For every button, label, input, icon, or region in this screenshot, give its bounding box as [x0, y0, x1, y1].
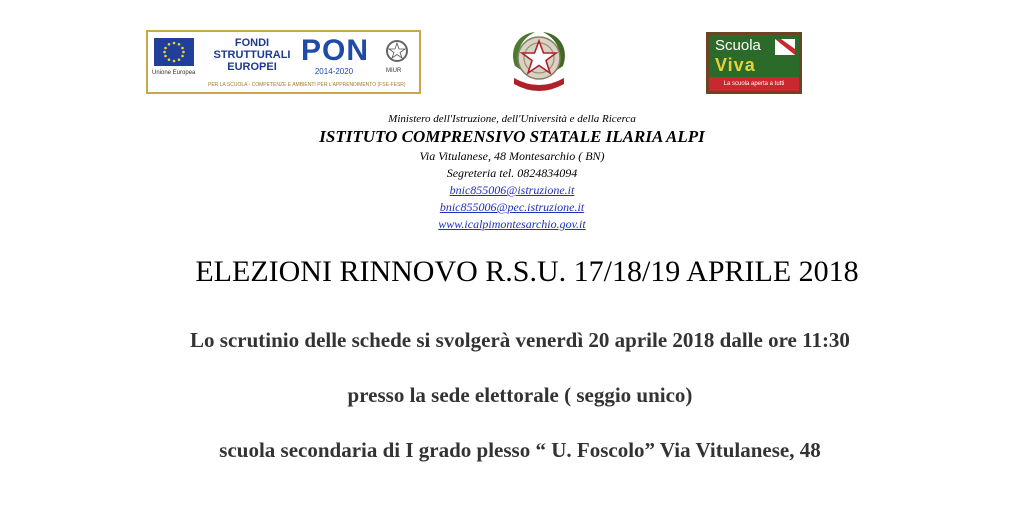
scuola-viva-logo	[706, 32, 802, 94]
scuola-viva-word: Viva	[715, 55, 756, 75]
eu-caption: Unione Europea	[152, 70, 196, 76]
fondi-line: EUROPEI	[227, 61, 277, 73]
pec-link-row	[0, 199, 1024, 216]
miur-emblem-icon	[385, 38, 409, 64]
school-letterhead	[0, 112, 1024, 233]
website-link[interactable]: www.icalpimontesarchio.gov.it	[438, 217, 586, 231]
fondi-strutturali-text	[206, 37, 298, 73]
italian-republic-emblem-icon	[505, 26, 573, 96]
scuola-viva-tagline: La scuola aperta a tutti	[709, 77, 799, 91]
school-address: Via Vitulanese, 48 Montesarchio ( BN)	[419, 149, 605, 163]
scuola-viva-title: Scuola	[715, 37, 761, 54]
institute-name: ISTITUTO COMPRENSIVO STATALE ILARIA ALPI	[319, 127, 705, 146]
fondi-line: STRUTTURALI	[213, 49, 291, 61]
website-link-row	[0, 216, 1024, 233]
pon-logo-text: PON	[301, 34, 370, 67]
pon-footer-text: PER LA SCUOLA - COMPETENZE E AMBIENTI PER L'APPRENDIMENTO (FSE-FESR)	[208, 82, 406, 88]
ministry-name: Ministero dell'Istruzione, dell'Università e della Ricerca	[388, 113, 636, 125]
school-plesso-line: scuola secondaria di I grado plesso “ U. Foscolo” Via Vitulanese, 48	[219, 438, 821, 462]
scrutinio-date-line: Lo scrutinio delle schede si svolgerà venerdì 20 aprile 2018 dalle ore 11:30	[190, 328, 850, 352]
pon-fondi-strutturali-banner	[146, 30, 421, 94]
miur-caption: MIUR	[386, 68, 402, 74]
campania-flag-icon	[775, 39, 795, 55]
email-link[interactable]: bnic855006@istruzione.it	[449, 183, 575, 197]
pec-email-link[interactable]: bnic855006@pec.istruzione.it	[439, 200, 585, 214]
email-link-row	[0, 182, 1024, 199]
seggio-location-line: presso la sede elettorale ( seggio unico)	[347, 383, 693, 407]
pon-years: 2014-2020	[314, 67, 354, 76]
notice-title: ELEZIONI RINNOVO R.S.U. 17/18/19 APRILE 2018	[195, 255, 859, 288]
eu-flag-icon	[154, 38, 194, 66]
fondi-line: FONDI	[234, 37, 270, 49]
logo-bar	[0, 0, 1024, 100]
school-phone: Segreteria tel. 0824834094	[446, 166, 578, 180]
